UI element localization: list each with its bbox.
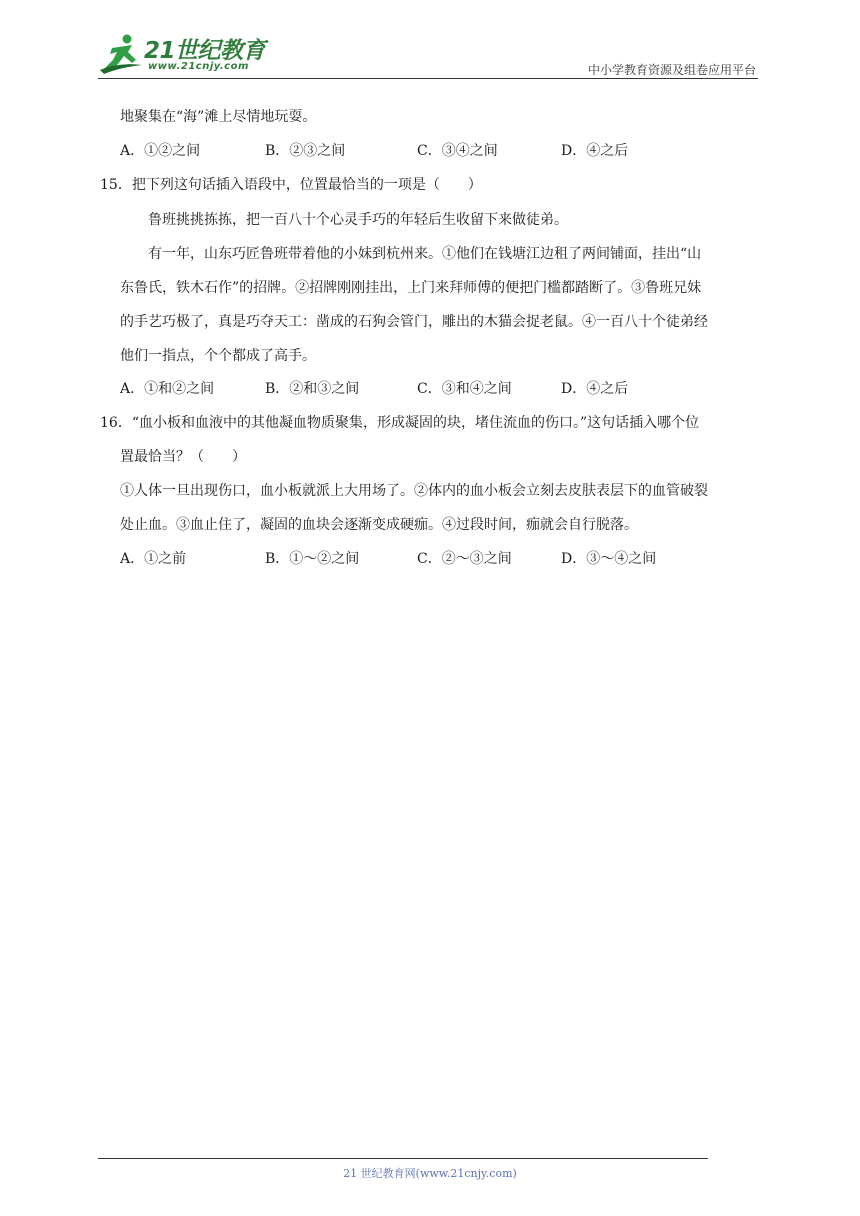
q16-para-line-1: ①人体一旦出现伤口，血小板就派上大用场了。②体内的血小板会立刻去皮肤表层下的血管破裂 [120,483,708,499]
q15-para-line-1: 有一年，山东巧匠鲁班带着他的小妹到杭州来。①他们在钱塘江边租了两间铺面，挂出“山 [148,246,702,262]
q16-option-c: C．②～③之间 [417,551,512,567]
q16-title-line-2: 置最恰当？（ ） [120,449,246,465]
header-divider [98,78,758,79]
q15-title: 15．把下列这句话插入语段中，位置最恰当的一项是（ ） [100,177,482,193]
runner-logo-icon [98,32,146,76]
q15-option-a: A．①和②之间 [120,381,215,397]
q16-title-line-1: 16．“血小板和血液中的其他凝血物质聚集，形成凝固的块，堵住流血的伤口。”这句话插入哪个位 [100,415,700,431]
q14-option-d: D．④之后 [561,143,629,159]
page-footer: 21 世纪教育网(www.21cnjy.com) [343,1167,517,1180]
q15-para-line-3: 的手艺巧极了，真是巧夺天工：凿成的石狗会管门，雕出的木猫会捉老鼠。④一百八十个徒弟经 [120,314,708,330]
q15-para-line-4: 他们一指点，个个都成了高手。 [120,348,316,364]
q16-option-a: A．①之前 [120,551,187,567]
page-header [98,28,758,80]
q15-option-c: C．③和④之间 [417,381,512,397]
q16-option-b: B．①～②之间 [265,551,360,567]
footer-divider [98,1158,708,1159]
q15-option-d: D．④之后 [561,381,629,397]
q15-sentence: 鲁班挑挑拣拣，把一百八十个心灵手巧的年轻后生收留下来做徒弟。 [148,212,568,228]
q14-option-b: B．②③之间 [265,143,346,159]
logo-text: 21世纪教育 [144,38,266,64]
q14-tail-text: 地聚集在“海”滩上尽情地玩耍。 [120,109,317,125]
q14-option-a: A．①②之间 [120,143,201,159]
site-logo [98,32,268,76]
q15-para-line-2: 东鲁氏，铁木石作”的招牌。②招牌刚刚挂出，上门来拜师傅的便把门槛都踏断了。③鲁班兄妹 [120,280,702,296]
logo-url: www.21cnjy.com [148,61,249,72]
q16-para-line-2: 处止血。③血止住了，凝固的血块会逐渐变成硬痂。④过段时间，痂就会自行脱落。 [120,517,638,533]
q15-option-b: B．②和③之间 [265,381,360,397]
header-platform-text: 中小学教育资源及组卷应用平台 [587,63,756,77]
q14-option-c: C．③④之间 [417,143,498,159]
q16-option-d: D．③～④之间 [561,551,657,567]
